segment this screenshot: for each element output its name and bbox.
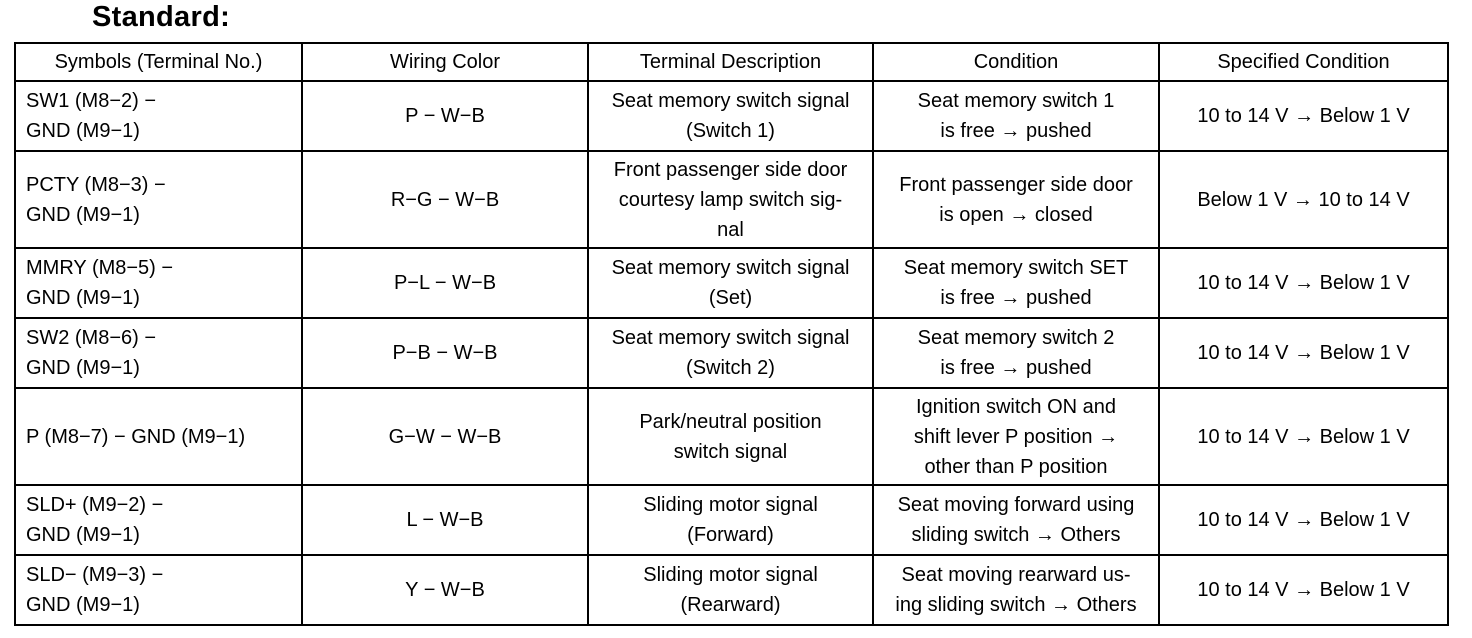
cell-terminal-description — [588, 318, 873, 388]
table-row — [15, 485, 1448, 555]
cell-wiring-color: P−B − W−B — [302, 318, 588, 388]
table-row — [15, 151, 1448, 248]
cell-symbol-line: GND (M9−1) — [26, 524, 140, 546]
table-row — [15, 388, 1448, 485]
cell-condition — [873, 81, 1159, 151]
header-symbols: Symbols (Terminal No.) — [15, 43, 302, 81]
cell-condition-line: Seat moving rearward us- — [901, 564, 1131, 586]
cell-condition-line: shift lever P position → — [913, 425, 1119, 448]
cell-wiring-color: P − W−B — [302, 81, 588, 151]
cell-symbol-line: SW2 (M8−6) − — [26, 327, 157, 349]
cell-symbol-line: GND (M9−1) — [26, 120, 140, 142]
table-body — [15, 81, 1448, 625]
cell-condition-line: Front passenger side door — [899, 173, 1133, 196]
cell-terminal-description-line: Seat memory switch signal — [611, 257, 850, 279]
cell-terminal-description-line: Park/neutral position — [639, 410, 822, 433]
cell-wiring-color: Y − W−B — [302, 555, 588, 625]
cell-symbol-line: SW1 (M8−2) − — [26, 90, 157, 112]
cell-symbol — [15, 151, 302, 248]
cell-terminal-description-line: nal — [717, 218, 744, 241]
cell-condition-line: ing sliding switch → Others — [895, 594, 1137, 616]
cell-terminal-description — [588, 151, 873, 248]
cell-condition-line: is free → pushed — [940, 287, 1092, 309]
cell-symbol-line: SLD+ (M9−2) − — [26, 494, 164, 516]
cell-condition-line: is free → pushed — [940, 120, 1092, 142]
cell-terminal-description — [588, 485, 873, 555]
cell-terminal-description-line: switch signal — [673, 440, 788, 463]
page-heading: Standard: — [92, 1, 231, 33]
cell-terminal-description-line: courtesy lamp switch sig- — [618, 188, 843, 211]
cell-terminal-description-line: (Forward) — [687, 524, 774, 546]
table-header-row — [15, 43, 1448, 81]
header-condition: Condition — [873, 43, 1159, 81]
header-terminal-description: Terminal Description — [588, 43, 873, 81]
cell-condition — [873, 555, 1159, 625]
cell-terminal-description-line: Sliding motor signal — [643, 494, 818, 516]
table-row — [15, 555, 1448, 625]
cell-symbol — [15, 485, 302, 555]
cell-symbol-line: GND (M9−1) — [26, 203, 140, 226]
cell-terminal-description-line: (Rearward) — [680, 594, 781, 616]
cell-condition-line: other than P position — [924, 455, 1108, 478]
cell-symbol-line: GND (M9−1) — [26, 287, 140, 309]
cell-symbol-line: PCTY (M8−3) − — [26, 173, 166, 196]
cell-specified-condition: 10 to 14 V → Below 1 V — [1159, 81, 1448, 151]
cell-specified-condition: 10 to 14 V → Below 1 V — [1159, 388, 1448, 485]
cell-condition-line: Seat memory switch 2 — [917, 327, 1115, 349]
cell-terminal-description-line: (Set) — [708, 287, 753, 309]
cell-terminal-description-line: (Switch 1) — [686, 120, 775, 142]
table-row — [15, 318, 1448, 388]
cell-symbol-line: MMRY (M8−5) − — [26, 257, 174, 279]
cell-condition — [873, 485, 1159, 555]
cell-symbol — [15, 248, 302, 318]
cell-symbol-line: GND (M9−1) — [26, 594, 140, 616]
cell-condition-line: Seat memory switch 1 — [917, 90, 1115, 112]
cell-specified-condition: 10 to 14 V → Below 1 V — [1159, 318, 1448, 388]
standard-table — [14, 42, 1449, 626]
cell-specified-condition: 10 to 14 V → Below 1 V — [1159, 555, 1448, 625]
cell-condition-line: is free → pushed — [940, 357, 1092, 379]
cell-condition-line: is open → closed — [939, 203, 1093, 226]
cell-symbol-line: SLD− (M9−3) − — [26, 564, 164, 586]
cell-terminal-description-line: Seat memory switch signal — [611, 90, 850, 112]
cell-symbol-line: GND (M9−1) — [26, 357, 140, 379]
cell-symbol — [15, 81, 302, 151]
cell-terminal-description-line: Front passenger side door — [613, 158, 848, 181]
cell-wiring-color: L − W−B — [302, 485, 588, 555]
cell-condition-line: Seat memory switch SET — [903, 257, 1129, 279]
cell-specified-condition: Below 1 V → 10 to 14 V — [1159, 151, 1448, 248]
cell-terminal-description — [588, 388, 873, 485]
cell-condition — [873, 388, 1159, 485]
cell-symbol — [15, 555, 302, 625]
cell-symbol-line: P (M8−7) − GND (M9−1) — [26, 425, 246, 448]
cell-wiring-color: P−L − W−B — [302, 248, 588, 318]
cell-condition-line: Ignition switch ON and — [915, 395, 1117, 418]
cell-condition-line: Seat moving forward using — [897, 494, 1135, 516]
table-row — [15, 248, 1448, 318]
cell-terminal-description-line: Sliding motor signal — [643, 564, 818, 586]
cell-terminal-description — [588, 555, 873, 625]
cell-wiring-color: G−W − W−B — [302, 388, 588, 485]
cell-wiring-color: R−G − W−B — [302, 151, 588, 248]
cell-specified-condition: 10 to 14 V → Below 1 V — [1159, 248, 1448, 318]
cell-condition-line: sliding switch → Others — [911, 524, 1121, 546]
cell-condition — [873, 248, 1159, 318]
table-row — [15, 81, 1448, 151]
cell-terminal-description-line: Seat memory switch signal — [611, 327, 850, 349]
cell-condition — [873, 318, 1159, 388]
cell-condition — [873, 151, 1159, 248]
cell-terminal-description — [588, 81, 873, 151]
header-wiring-color: Wiring Color — [302, 43, 588, 81]
cell-terminal-description-line: (Switch 2) — [686, 357, 775, 379]
cell-terminal-description — [588, 248, 873, 318]
cell-symbol — [15, 318, 302, 388]
cell-specified-condition: 10 to 14 V → Below 1 V — [1159, 485, 1448, 555]
cell-symbol — [15, 388, 302, 485]
header-specified-condition: Specified Condition — [1159, 43, 1448, 81]
